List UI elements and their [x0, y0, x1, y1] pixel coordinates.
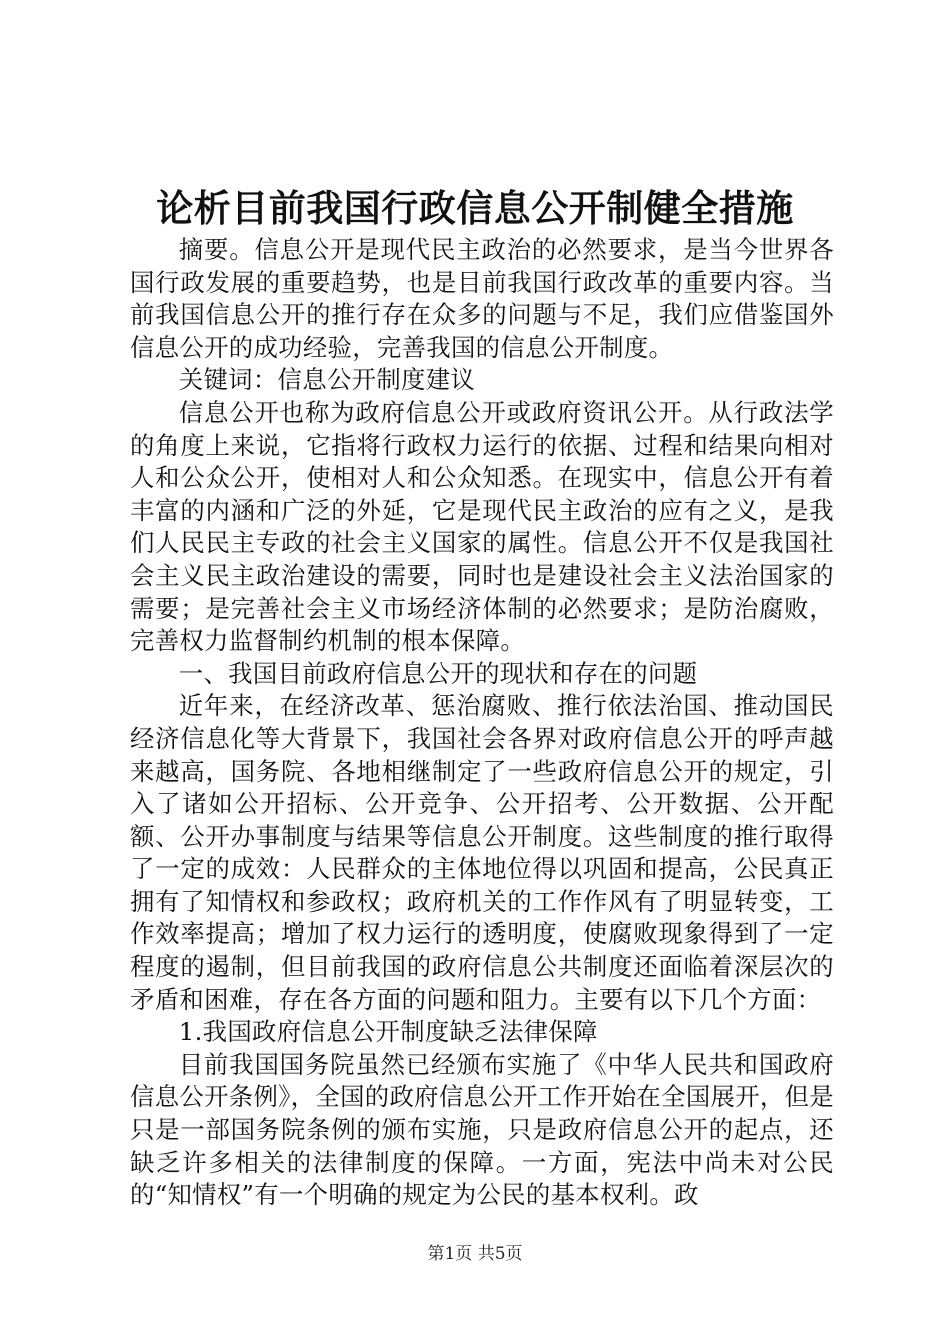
page-footer: 第1页 共5页	[427, 1244, 523, 1264]
body-paragraph: 信息公开也称为政府信息公开或政府资讯公开。从行政法学的角度上来说，它指将行政权力运行的依据、过程和结果向相对人和公众公开，使相对人和公众知悉。在现实中，信息公开有着丰富的内涵和广泛的外延，它是现代民主政治的应有之义，是我们人民民主专政的社会主义国家的属性。信息公开不仅是我国社会主义民主政治建设的需要，同时也是建设社会主义法治国家的需要；是完善社会主义市场经济体制的必然要求；是防治腐败，完善权力监督制约机制的根本保障。	[130, 397, 834, 656]
section-heading: 一、我国目前政府信息公开的现状和存在的问题	[178, 658, 698, 688]
keywords-paragraph: 关键词：信息公开制度建议	[178, 365, 476, 395]
abstract-paragraph: 摘要。信息公开是现代民主政治的必然要求，是当今世界各国行政发展的重要趋势，也是目前我国行政改革的重要内容。当前我国信息公开的推行存在众多的问题与不足，我们应借鉴国外信息公开的成功经验，完善我国的信息公开制度。	[130, 235, 834, 362]
document-title: 论析目前我国行政信息公开制健全措施	[156, 186, 794, 230]
document-body	[130, 234, 834, 1212]
body-paragraph: 近年来，在经济改革、惩治腐败、推行依法治国、推动国民经济信息化等大背景下，我国社会各界对政府信息公开的呼声越来越高，国务院、各地相继制定了一些政府信息公开的规定，引入了诸如公开招标、公开竞争、公开招考、公开数据、公开配额、公开办事制度与结果等信息公开制度。这些制度的推行取得了一定的成效：人民群众的主体地位得以巩固和提高，公民真正拥有了知情权和参政权；政府机关的工作作风有了明显转变，工作效率提高；增加了权力运行的透明度，使腐败现象得到了一定程度的遏制，但目前我国的政府信息公共制度还面临着深层次的矛盾和困难，存在各方面的问题和阻力。主要有以下几个方面：	[130, 691, 834, 1014]
subsection-heading: 1.我国政府信息公开制度缺乏法律保障	[178, 1017, 598, 1047]
body-paragraph: 目前我国国务院虽然已经颁布实施了《中华人民共和国政府信息公开条例》，全国的政府信息公开工作开始在全国展开，但是只是一部国务院条例的颁布实施，只是政府信息公开的起点，还缺乏许多相关的法律制度的保障。一方面，宪法中尚未对公民的“知情权”有一个明确的规定为公民的基本权利。政	[130, 1049, 834, 1210]
